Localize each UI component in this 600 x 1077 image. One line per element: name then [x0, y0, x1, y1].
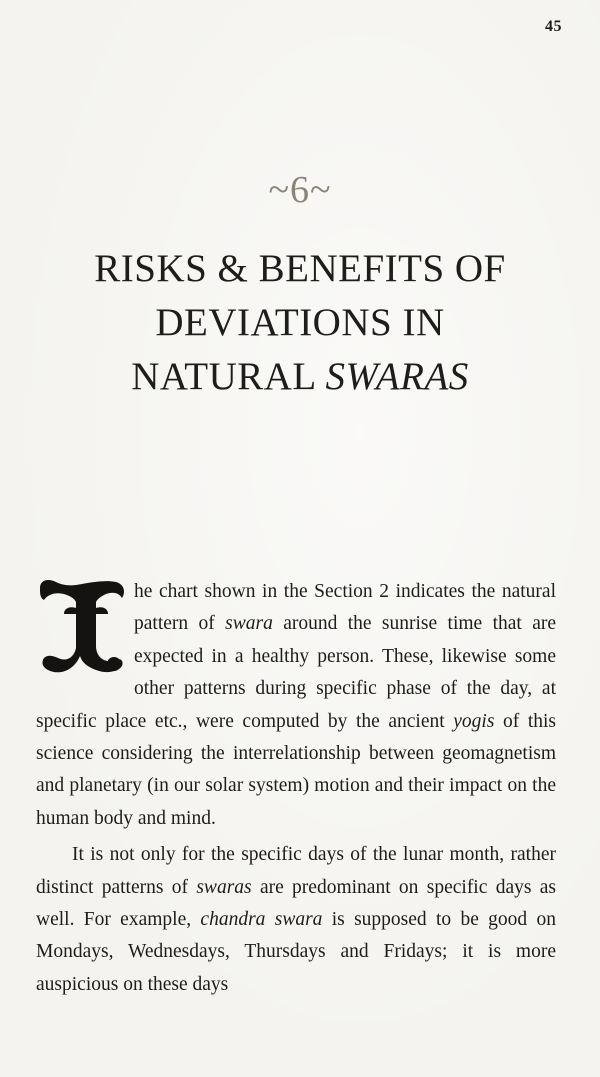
paragraph-2-text-1: It is not only for the specific days of the lunar month, rather distinct patterns of: [36, 844, 556, 898]
paragraph-1-text-2: around the sunrise time that are expected in a healthy person. These, likewise some other patterns during specific phase of the day, at specific place etc., were computed by the ancient: [36, 613, 556, 732]
paragraph-1-text-3: of this science considering the interrelationship between geomagnetism and planetary (in our solar system) motion and their impact on the human body and mind.: [36, 710, 556, 829]
chapter-title-line-1: RISKS & BENEFITS OF: [94, 247, 506, 290]
paragraph-1-italic-1: swara: [225, 613, 273, 635]
page-number: 45: [545, 18, 562, 35]
paragraph-2: [36, 839, 556, 1001]
paragraph-1: [36, 576, 556, 835]
dropcap-t-icon: [36, 578, 128, 674]
paragraph-1-italic-2: yogis: [453, 710, 495, 732]
body-text: [36, 576, 556, 1001]
chapter-title-line-3-prefix: NATURAL: [131, 355, 326, 398]
paragraph-2-text-3: is supposed to be good on Mondays, Wednesdays, Thursdays and Fridays; it is more auspicious on these days: [36, 909, 556, 995]
chapter-title: [0, 242, 600, 404]
paragraph-1-text-1: he chart shown in the Section 2 indicates the natural pattern of: [134, 581, 556, 635]
paragraph-2-text-2: are predominant on specific days as well. For example,: [36, 876, 557, 931]
paragraph-2-italic-1: swaras: [196, 876, 252, 898]
paragraph-2-italic-2: chandra swara: [200, 909, 323, 931]
chapter-title-line-3: [0, 350, 600, 404]
chapter-title-line-2: DEVIATIONS IN: [155, 301, 445, 344]
chapter-number: ~6~: [268, 169, 332, 211]
chapter-title-italic-word: SWARAS: [325, 355, 469, 398]
